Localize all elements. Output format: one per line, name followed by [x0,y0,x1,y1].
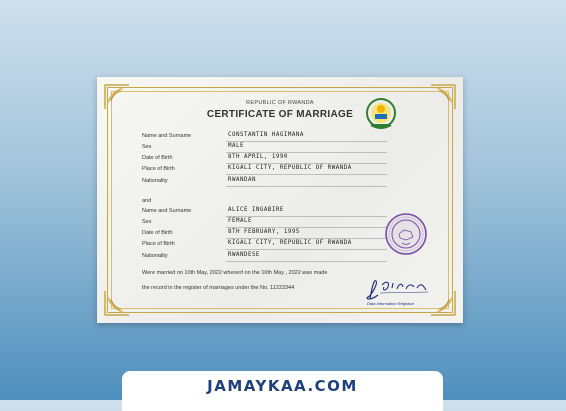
groom-name-value: CONSTANTIN HAGIMANA [228,132,304,138]
site-banner [122,371,443,411]
underline [226,163,387,164]
groom-nationality-value: RWANDAN [228,177,256,183]
corner-ornament-icon [103,83,131,111]
marriage-statement-line-1: Were married on 10th May, 2022 whereof on the 10th May , 2022 was made [142,270,328,276]
bride-birthplace-value: KIGALI CITY, REPUBLIC OF RWANDA [228,240,352,246]
corner-ornament-icon [429,83,457,111]
groom-sex-row [142,144,387,153]
field-label: Nationality [142,253,168,259]
registrar-signature [362,275,437,303]
underline [226,174,387,175]
bride-dob-value: 8TH FEBRUARY, 1995 [228,229,300,235]
underline [226,216,387,217]
marriage-certificate [97,77,463,323]
underline [226,238,387,239]
groom-nationality-row [142,178,387,187]
field-label: Place of Birth [142,241,175,247]
field-label: Name and Surname [142,133,192,139]
groom-birthplace-value: KIGALI CITY, REPUBLIC OF RWANDA [228,165,352,171]
rwanda-coat-of-arms-icon [365,97,397,131]
groom-sex-value: MALE [228,143,244,149]
groom-birthplace-row [142,166,387,175]
field-label: Sex [142,144,152,150]
site-banner-text: JAMAYKAA.COM [207,377,358,395]
bride-nationality-value: RWANDESE [228,252,260,258]
registrar-title: Data Information Registrar [367,301,414,306]
bride-name-row [142,208,387,217]
republic-heading: REPUBLIC OF RWANDA [246,100,314,106]
groom-dob-row [142,155,387,164]
underline [226,152,387,153]
underline [226,249,387,250]
underline [226,261,387,262]
official-stamp-seal-icon [384,212,428,256]
field-label: Nationality [142,178,168,184]
field-label: Date of Birth [142,155,173,161]
certificate-title: CERTIFICATE OF MARRIAGE [206,109,354,120]
bride-birthplace-row [142,241,387,250]
bride-nationality-row [142,253,387,262]
field-label: Sex [142,219,152,225]
groom-dob-value: 8TH APRIL, 1990 [228,154,288,160]
field-label: Name and Surname [142,208,192,214]
underline [226,141,387,142]
and-separator: and [142,198,152,204]
marriage-statement-line-2: the record in the register of marriages under the No. 11223344 [142,285,295,291]
field-label: Place of Birth [142,166,175,172]
underline [226,186,387,187]
corner-ornament-icon [103,289,131,317]
bride-dob-row [142,230,387,239]
underline [226,227,387,228]
bride-name-value: ALICE INGABIRE [228,207,284,213]
bride-sex-row [142,219,387,228]
bride-sex-value: FEMALE [228,218,252,224]
field-label: Date of Birth [142,230,173,236]
groom-name-row [142,133,387,142]
